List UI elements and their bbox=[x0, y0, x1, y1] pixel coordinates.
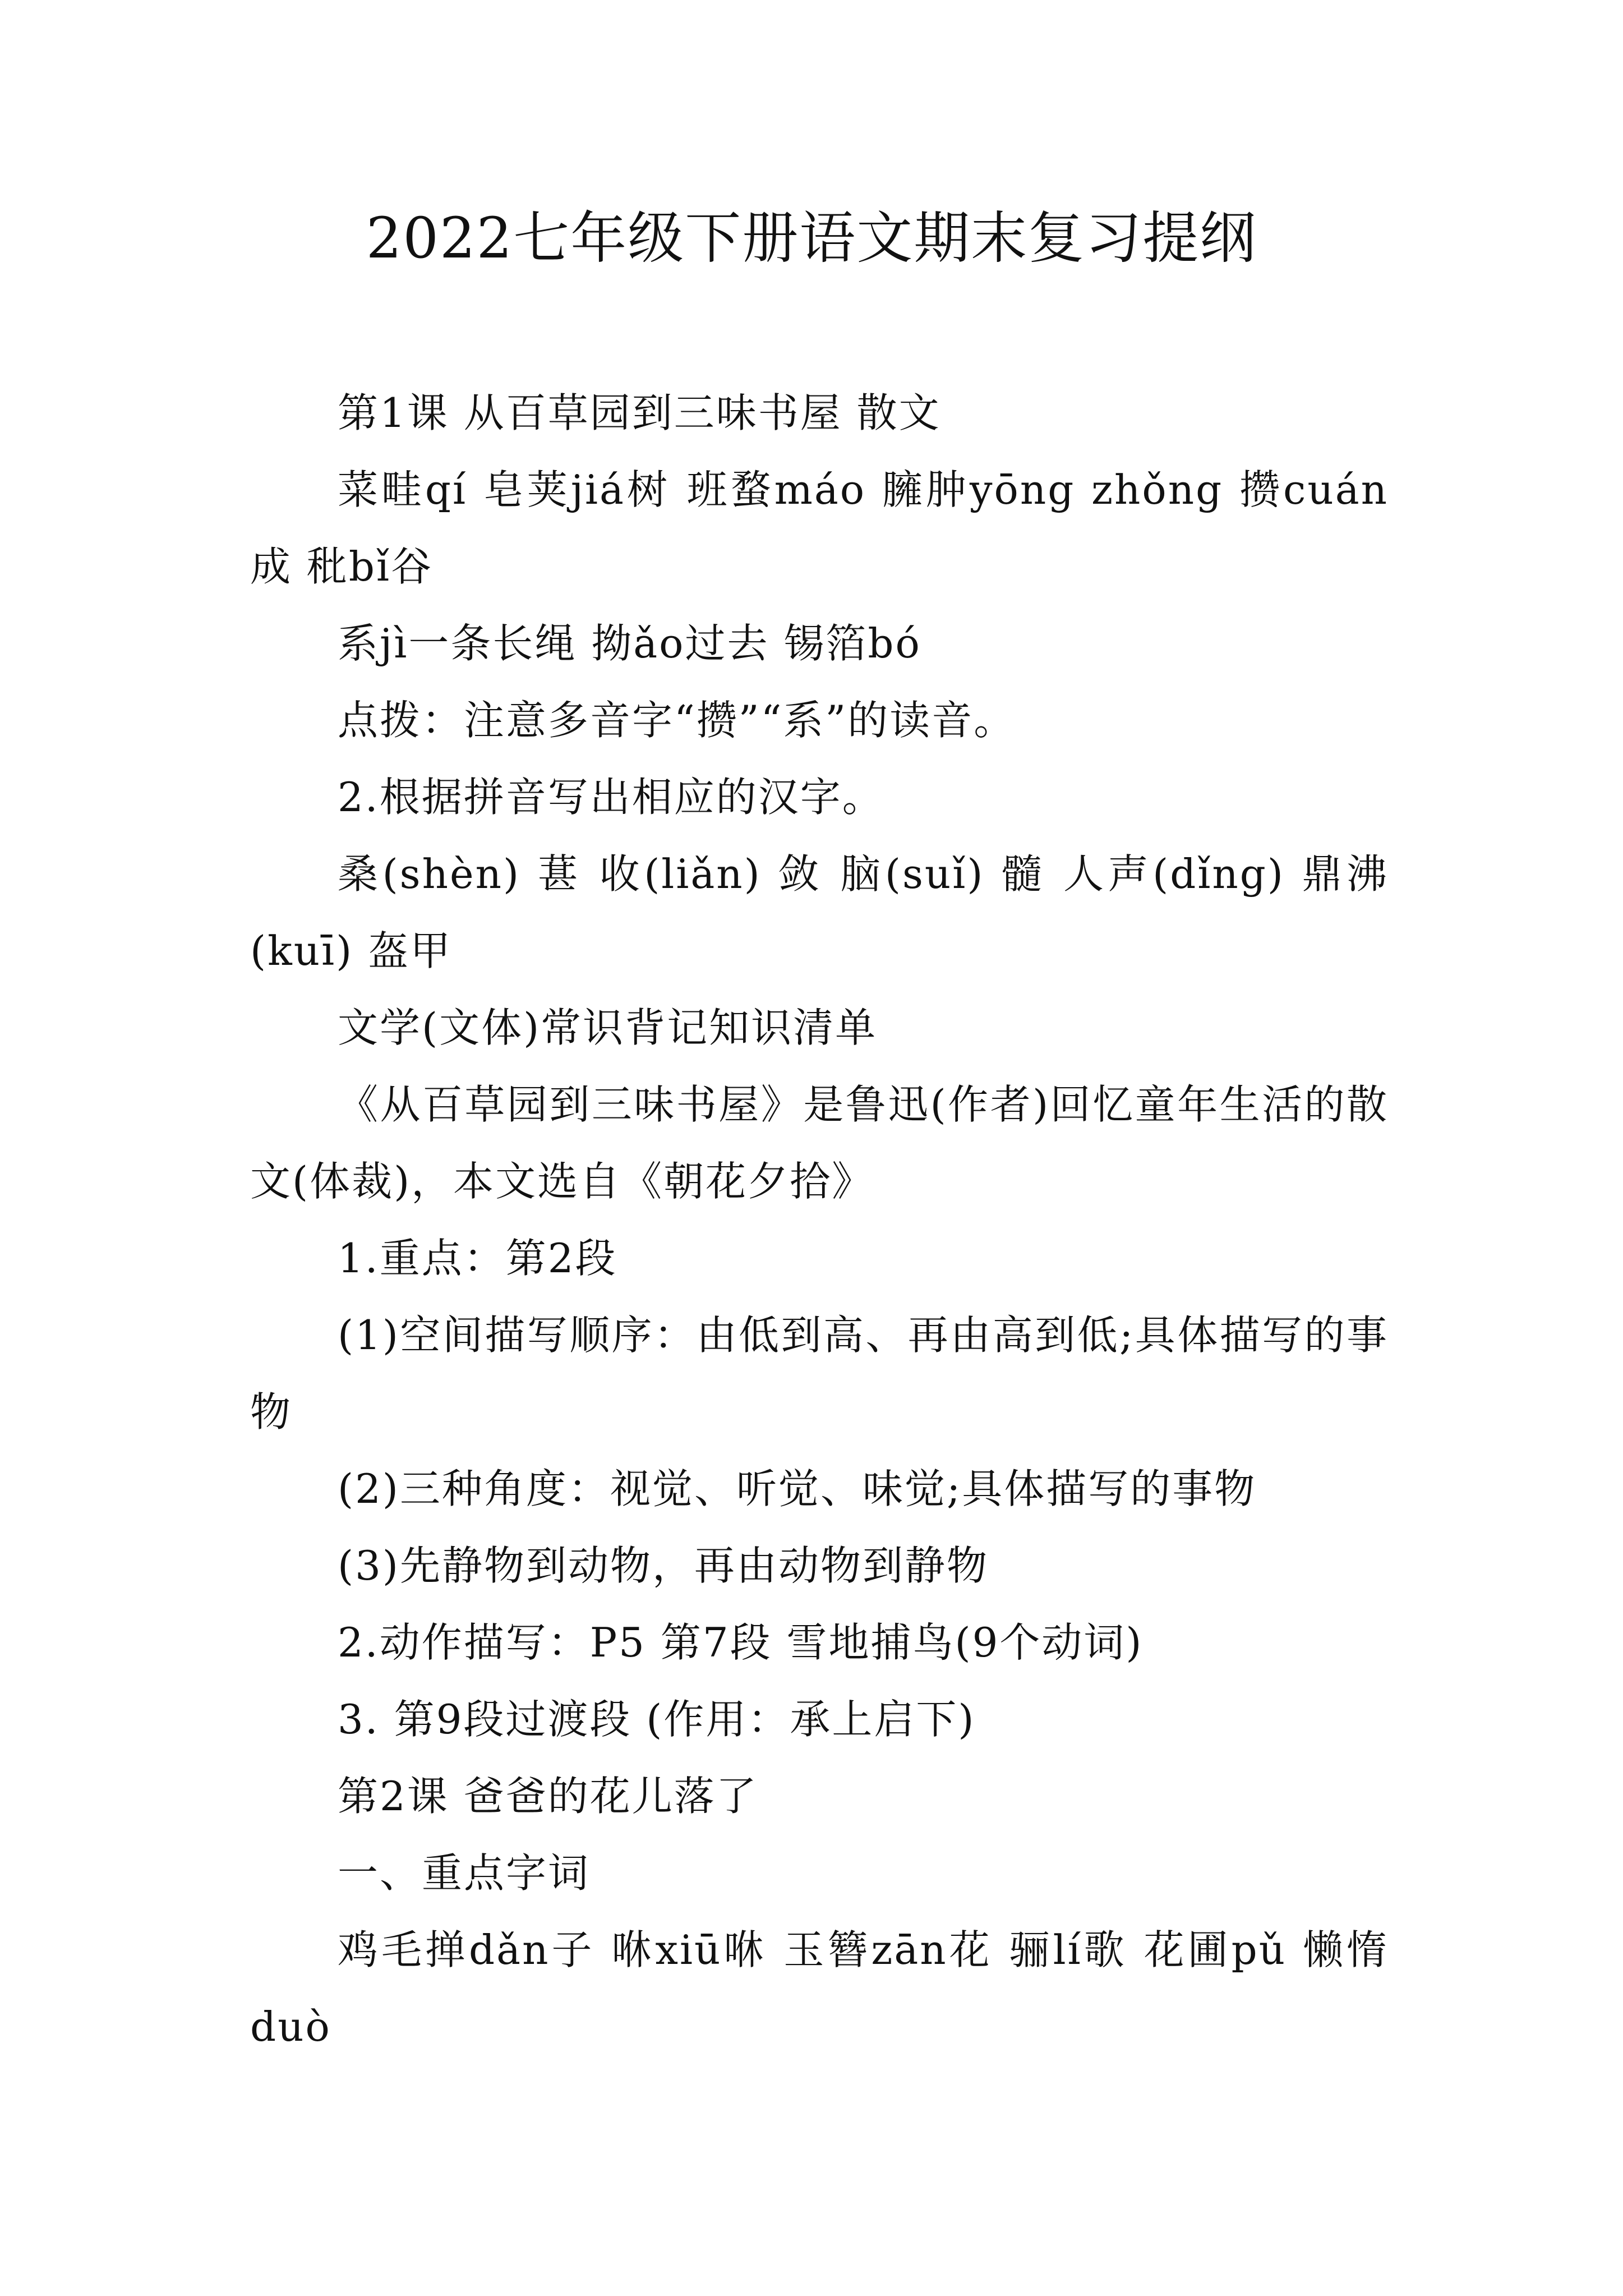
paragraph-section-heading: 一、重点字词 bbox=[338, 1849, 591, 1897]
paragraph-point-1: (1)空间描写顺序：由低到高、再由高到低;具体描写的事物 bbox=[250, 1312, 1389, 1435]
paragraph-literature-note: 《从百草园到三味书屋》是鲁迅(作者)回忆童年生活的散文(体裁)，本文选自《朝花夕拾》 bbox=[250, 1081, 1389, 1205]
paragraph-vocab-3: 鸡毛掸dǎn子 咻xiū咻 玉簪zān花 骊lí歌 花圃pǔ 懒惰duò bbox=[250, 1926, 1389, 2050]
paragraph-lesson2-heading: 第2课 爸爸的花儿落了 bbox=[338, 1773, 758, 1820]
paragraph-vocab-1: 菜畦qí 皂荚jiá树 班蝥máo 臃肿yōng zhǒng 攒cuán成 秕bǐ谷 bbox=[250, 466, 1389, 590]
paragraph-exercise-heading: 2.根据拼音写出相应的汉字。 bbox=[338, 774, 884, 821]
paragraph-tip: 点拨：注意多音字“攒”“系”的读音。 bbox=[338, 697, 1016, 744]
paragraph-action-description: 2.动作描写：P5 第7段 雪地捕鸟(9个动词) bbox=[338, 1619, 1144, 1666]
paragraph-vocab-2: 系jì一条长绳 拗ǎo过去 锡箔bó bbox=[338, 620, 921, 667]
document-body bbox=[250, 375, 1389, 2065]
paragraph-key-point: 1.重点：第2段 bbox=[338, 1235, 617, 1282]
paragraph-point-2: (2)三种角度：视觉、听觉、味觉;具体描写的事物 bbox=[338, 1465, 1257, 1512]
paragraph-literature-heading: 文学(文体)常识背记知识清单 bbox=[338, 1004, 878, 1051]
paragraph-lesson1-heading: 第1课 从百草园到三味书屋 散文 bbox=[338, 389, 941, 436]
paragraph-exercise-items: 桑(shèn) 葚 收(liǎn) 敛 脑(suǐ) 髓 人声(dǐng) 鼎沸 (kuī) 盔甲 bbox=[250, 850, 1389, 974]
paragraph-transition: 3. 第9段过渡段 (作用：承上启下) bbox=[338, 1696, 976, 1743]
paragraph-point-3: (3)先静物到动物，再由动物到静物 bbox=[338, 1542, 989, 1589]
document-title: 2022七年级下册语文期末复习提纲 bbox=[366, 205, 1257, 271]
